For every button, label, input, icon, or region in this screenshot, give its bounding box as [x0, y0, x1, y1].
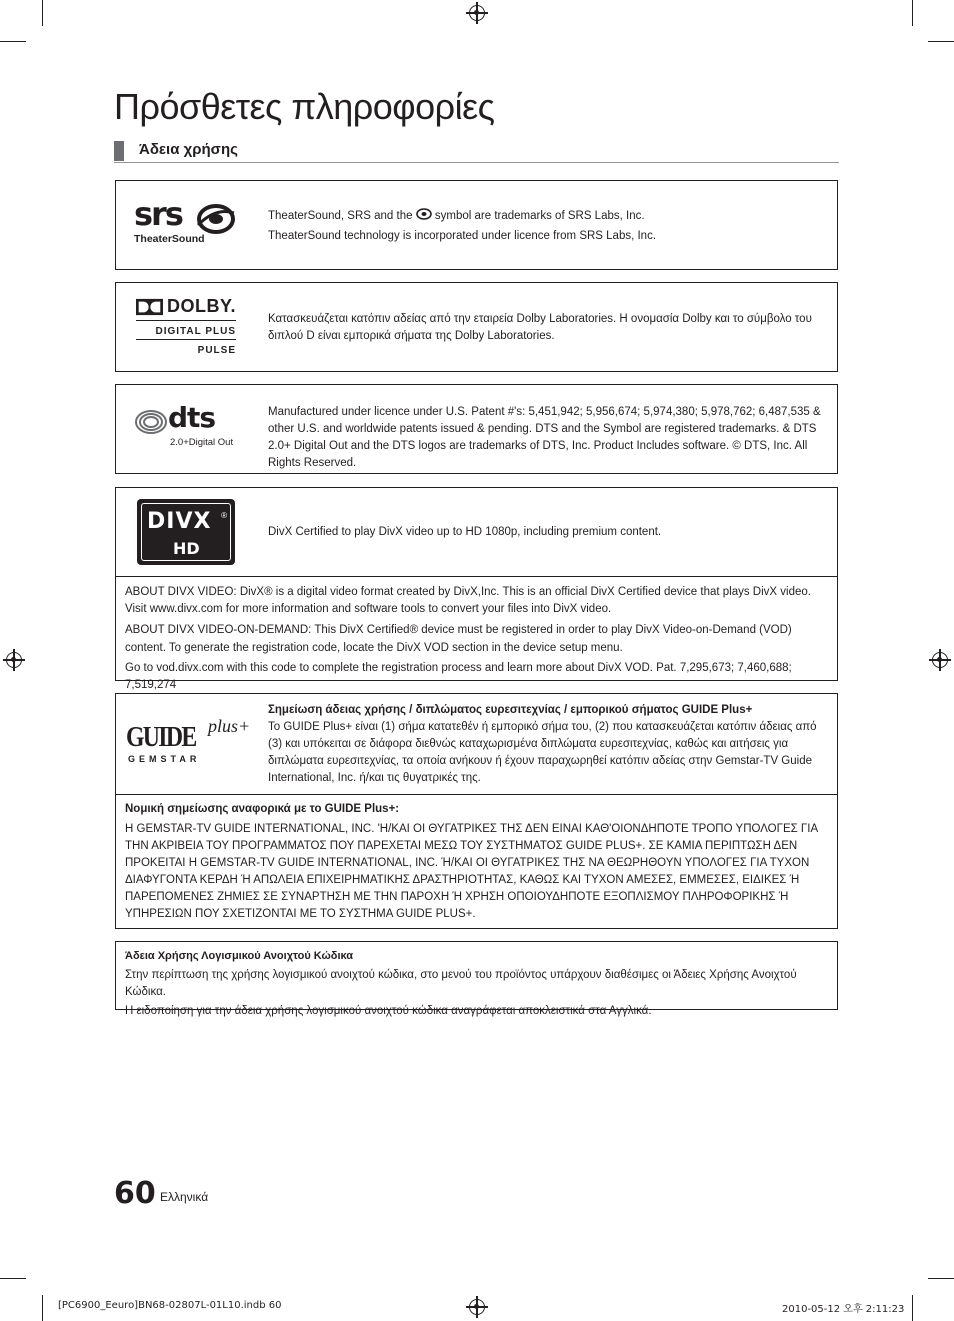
crop-mark — [928, 1278, 954, 1279]
oss-text-block — [125, 948, 829, 1020]
registration-mark-icon — [469, 5, 485, 21]
dts-text: Manufactured under licence under U.S. Patent #'s: 5,451,942; 5,956,674; 5,974,380; 5,978,762; 6,487,535 & other U.S. and worldwide patents issued & pending. DTS and the Symbol are registered trademarks. & DTS 2.0+ Digital Out and the DTS logos are trademarks of DTS, Inc. Product Includes software. © DTS, Inc. All Rights Reserved. — [268, 406, 821, 469]
registration-mark-icon — [932, 652, 948, 668]
srs-circle-icon — [196, 203, 236, 235]
double-d-icon — [136, 298, 163, 316]
divx-logo-sub: HD — [173, 539, 200, 558]
divx-goto: Go to vod.divx.com with this code to complete the registration process and learn more about DivX VOD. Pat. 7,295,673; 7,460,688; 7,519,274 — [125, 662, 792, 691]
dts-rings-icon — [134, 409, 168, 435]
print-date: 2010-05-12 오후 2:11:23 — [782, 1304, 905, 1315]
dts-logo — [116, 385, 256, 473]
crop-mark — [928, 41, 954, 42]
crop-mark — [912, 1295, 913, 1321]
srs-logo-sub: TheaterSound — [134, 233, 205, 245]
guide-logo-sub: GEMSTAR — [128, 754, 201, 764]
section-divider — [114, 162, 839, 163]
registration-mark-icon — [6, 652, 22, 668]
oss-line2: Η ειδοποίηση για την άδεια χρήσης λογισμικού ανοιχτού κώδικα αναγράφεται αποκλειστικά στα Αγγλικά. — [125, 1005, 652, 1017]
guide-logo-plus: plus+ — [208, 716, 251, 736]
print-file-info: [PC6900_Eeuro]BN68-02807L-01L10.indb 60 — [58, 1300, 282, 1311]
divx-divider — [116, 576, 837, 577]
dts-logo-text: dts — [168, 401, 216, 434]
crop-mark — [42, 1295, 43, 1321]
divx-text: DivX Certified to play DivX video up to HD 1080p, including premium content. — [268, 526, 662, 538]
guide-text: Το GUIDE Plus+ είναι (1) σήμα κατατεθέν ή εμπορικό σήμα του, (2) που κατασκευάζεται κατόπιν άδειας από (3) και υπόκειται σε διάφορα διεθνώς καταχωρισμένα διπλώματα ευρεσιτεχνίας, καθώς και αιτήσεις για διπλώματα ευρεσιτεχνίας, τα οποία ανήκουν ή έχουν παραχωρηθεί κατόπιν αδείας στην Gemstar-TV Guide International, Inc. ή/και τις θυγατρικές της. — [268, 721, 817, 784]
srs-line1-a: TheaterSound, SRS and the — [268, 210, 413, 222]
srs-symbol-icon — [416, 208, 432, 220]
divx-logo — [116, 488, 256, 576]
page-title: Πρόσθετες πληροφορίες — [114, 86, 495, 127]
dolby-logo — [116, 283, 256, 371]
srs-logo — [116, 181, 256, 269]
divx-logo-text: DIVX — [147, 509, 212, 534]
guide-legal-text: Η GEMSTAR-TV GUIDE INTERNATIONAL, INC. 'Η/ΚΑΙ ΟΙ ΘΥΓΑΤΡΙΚΕΣ ΤΗΣ ΔΕΝ ΕΙΝΑΙ ΚΑΘ'ΟΙΟΝΔΗΠΟΤΕ ΤΡΟΠΟ ΥΠΟΛΟΓΕΣ ΓΙΑ ΤΗΝ ΑΚΡΙΒΕΙΑ ΤΟΥ ΠΡΟΓΡΑΜΜΑΤΟΣ ΠΟΥ ΠΑΡΕΧΕΤΑΙ ΜΕΣΩ ΤΟΥ ΣΥΣΤΗΜΑΤΟΣ GUIDE PLUS+. ΣΕ ΚΑΜΙΑ ΠΕΡΙΠΤΩΣΗ ΔΕΝ ΠΡΟΚΕΙΤΑΙ Η GEMSTAR-TV GUIDE INTERNATIONAL, INC. Ή/ΚΑΙ ΟΙ ΘΥΓΑΤΡΙΚΕΣ ΤΗΣ ΝΑ ΘΕΩΡΗΘΟΥΝ ΥΠΟΛΟΓΕΣ ΓΙΑ ΤΥΧΟΝ ΔΙΑΦΥΓΟΝΤΑ ΚΕΡΔΗ Ή ΑΠΩΛΕΙΑ ΕΠΙΧΕΙΡΗΜΑΤΙΚΗΣ ΔΡΑΣΤΗΡΙΟΤΗΤΑΣ, ΚΑΘΩΣ ΚΑΙ ΤΥΧΟΝ ΑΜΕΣΕΣ, ΕΜΜΕΣΕΣ, ΕΙΔΙΚΕΣ Ή ΠΑΡΕΠΟΜΕΝΕΣ ΖΗΜΙΕΣ ΣΕ ΣΥΝΑΡΤΗΣΗ ΜΕ ΤΗΝ ΠΑΡΟΧΗ Ή ΧΡΗΣΗ ΟΠΟΙΟΥΔΗΠΟΤΕ ΕΞΟΠΛΙΣΜΟΥ ΠΛΗΡΟΦΟΡΙΚΗΣ Ή ΥΠΗΡΕΣΙΩΝ ΠΟΥ ΣΧΕΤΙΖΟΝΤΑΙ ΜΕ ΤΟ ΣΥΣΤΗΜΑ GUIDE PLUS+. — [125, 823, 818, 920]
guide-divider — [116, 794, 837, 795]
page-number: 60 — [114, 1176, 156, 1211]
guide-legal — [125, 801, 829, 923]
page-language: Ελληνικά — [160, 1190, 209, 1204]
dolby-logo-line2: DIGITAL PLUS — [155, 326, 236, 337]
oss-line1: Στην περίπτωση της χρήσης λογισμικού ανοιχτού κώδικα, στο μενού του προϊόντος υπάρχουν διαθέσιμες οι Άδειες Χρήσης Ανοιχτού Κώδικα. — [125, 969, 797, 998]
guide-legal-heading: Νομική σημείωσης αναφορικά με το GUIDE Plus+: — [125, 803, 400, 815]
srs-text — [268, 208, 833, 245]
srs-line2: TheaterSound technology is incorporated under licence from SRS Labs, Inc. — [268, 230, 657, 242]
divx-about-video: ABOUT DIVX VIDEO: DivX® is a digital video format created by DivX,Inc. This is an official DivX Certified device that plays DivX video. Visit www.divx.com for more information and software tools to convert your files into DivX video. — [125, 586, 811, 615]
divx-about — [125, 584, 829, 694]
dolby-text: Κατασκευάζεται κατόπιν αδείας από την εταιρεία Dolby Laboratories. Η ονομασία Dolby και το σύμβολο του διπλού D είναι εμπορικά σήματα της Dolby Laboratories. — [268, 313, 812, 342]
srs-logo-text: srs — [134, 195, 182, 233]
dolby-logo-text: DOLBY. — [166, 296, 236, 316]
crop-mark — [42, 0, 43, 26]
section-marker — [114, 141, 124, 161]
section-title: Άδεια χρήσης — [139, 141, 238, 158]
oss-heading: Άδεια Χρήσης Λογισμικού Ανοιχτού Κώδικα — [125, 950, 354, 962]
srs-line1-b: symbol are trademarks of SRS Labs, Inc. — [434, 210, 645, 222]
dolby-license-box — [115, 282, 838, 372]
divx-license-box — [115, 487, 838, 691]
dolby-logo-line3: PULSE — [197, 345, 236, 356]
crop-mark — [0, 41, 26, 42]
crop-mark — [0, 1278, 26, 1279]
guide-text-block — [268, 702, 833, 787]
registered-icon: ® — [221, 511, 227, 520]
guide-logo-text: GUIDE — [126, 722, 196, 753]
guide-plus-logo — [116, 694, 256, 794]
guide-plus-license-box — [115, 693, 838, 929]
guide-heading: Σημείωση άδειας χρήσης / διπλώματος ευρεσιτεχνίας / εμπορικού σήματος GUIDE Plus+ — [268, 704, 753, 716]
crop-mark — [912, 0, 913, 26]
srs-license-box — [115, 180, 838, 270]
divx-about-vod: ABOUT DIVX VIDEO-ON-DEMAND: This DivX Certified® device must be registered in order to play DivX Video-on-Demand (VOD) content. To generate the registration code, locate the DivX VOD section in the device setup menu. — [125, 624, 792, 654]
dts-logo-sub: 2.0+Digital Out — [170, 437, 234, 448]
dts-license-box — [115, 384, 838, 474]
open-source-license-box — [115, 941, 838, 1017]
registration-mark-icon — [469, 1299, 485, 1315]
